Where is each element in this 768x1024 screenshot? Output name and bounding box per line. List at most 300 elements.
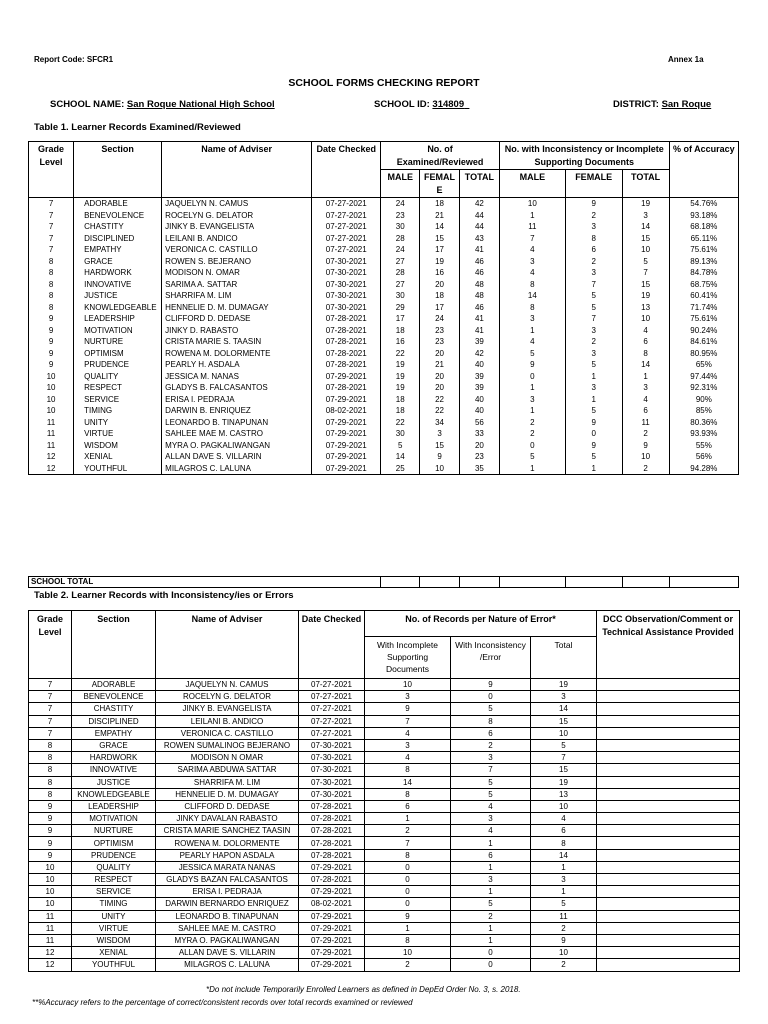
cell-incomplete: 8	[365, 788, 451, 800]
cell-male-inc: 5	[499, 451, 565, 463]
cell-adviser: GLADYS BAZAN FALCASANTOS	[156, 874, 299, 886]
cell-date: 07-28-2021	[312, 313, 381, 325]
cell-section: BENEVOLENCE	[72, 691, 156, 703]
cell-female: 24	[420, 313, 460, 325]
cell-total: 3	[531, 874, 597, 886]
cell-male-inc: 3	[499, 394, 565, 406]
cell-total-inc: 3	[622, 210, 669, 222]
cell-female: 20	[420, 382, 460, 394]
table-row	[29, 922, 740, 934]
cell-date: 07-30-2021	[312, 290, 381, 302]
cell-adviser: ROCELYN G. DELATOR	[162, 210, 312, 222]
cell-male: 18	[381, 394, 420, 406]
table-row	[29, 825, 740, 837]
cell-grade: 8	[29, 776, 72, 788]
cell-grade: 7	[29, 221, 74, 233]
cell-female: 21	[420, 359, 460, 371]
table-row	[29, 788, 740, 800]
cell-female-inc: 5	[565, 290, 622, 302]
cell-male-inc: 4	[499, 244, 565, 256]
cell-total: 14	[531, 849, 597, 861]
cell-female-inc: 5	[565, 302, 622, 314]
cell-section: YOUTHFUL	[72, 959, 156, 971]
cell-male-inc: 4	[499, 336, 565, 348]
cell-total: 46	[459, 256, 499, 268]
cell-section: DISCIPLINED	[72, 715, 156, 727]
cell-section: PRUDENCE	[74, 359, 162, 371]
cell-grade: 7	[29, 198, 74, 210]
table-row	[29, 739, 740, 751]
cell-date: 07-27-2021	[299, 727, 365, 739]
cell-accuracy: 92.31%	[669, 382, 738, 394]
cell-grade: 9	[29, 313, 74, 325]
cell-section: RESPECT	[72, 874, 156, 886]
table-row	[29, 313, 739, 325]
cell-accuracy: 68.75%	[669, 279, 738, 291]
cell-total-inc: 13	[622, 302, 669, 314]
cell-female: 15	[420, 233, 460, 245]
cell-accuracy: 94.28%	[669, 463, 738, 475]
table-row	[29, 752, 740, 764]
cell-female-inc: 6	[565, 244, 622, 256]
cell-accuracy: 56%	[669, 451, 738, 463]
cell-total: 40	[459, 359, 499, 371]
cell-incomplete: 10	[365, 679, 451, 691]
cell-female-inc: 8	[565, 233, 622, 245]
cell-adviser: JESSICA MARATA NANAS	[156, 861, 299, 873]
table-row	[29, 221, 739, 233]
cell-total-inc: 5	[622, 256, 669, 268]
cell-accuracy: 68.18%	[669, 221, 738, 233]
cell-female-inc: 7	[565, 279, 622, 291]
table-row	[29, 290, 739, 302]
cell-inconsistency: 5	[451, 703, 531, 715]
cell-inconsistency: 3	[451, 813, 531, 825]
cell-female: 34	[420, 417, 460, 429]
cell-incomplete: 9	[365, 703, 451, 715]
cell-section: QUALITY	[74, 371, 162, 383]
table-row	[29, 210, 739, 222]
th-grade-level: Grade Level	[29, 142, 74, 198]
cell-date: 08-02-2021	[312, 405, 381, 417]
cell-total-inc: 8	[622, 348, 669, 360]
cell-accuracy: 90%	[669, 394, 738, 406]
cell-female: 21	[420, 210, 460, 222]
cell-inconsistency: 3	[451, 874, 531, 886]
cell-dcc	[597, 752, 740, 764]
school-total-table	[28, 576, 739, 588]
cell-inconsistency: 3	[451, 752, 531, 764]
table-row	[29, 959, 740, 971]
cell-grade: 11	[29, 934, 72, 946]
cell-male: 28	[381, 267, 420, 279]
cell-section: NURTURE	[74, 336, 162, 348]
cell-adviser: JAQUELYN N. CAMUS	[162, 198, 312, 210]
cell-section: XENIAL	[74, 451, 162, 463]
cell-total-inc: 7	[622, 267, 669, 279]
cell-male: 19	[381, 382, 420, 394]
table-row	[29, 359, 739, 371]
cell-inconsistency: 0	[451, 691, 531, 703]
cell-total: 10	[531, 727, 597, 739]
cell-adviser: CRISTA MARIE S. TAASIN	[162, 336, 312, 348]
cell-date: 07-29-2021	[299, 886, 365, 898]
cell-total: 1	[531, 861, 597, 873]
cell-female-inc: 2	[565, 210, 622, 222]
cell-date: 07-29-2021	[312, 463, 381, 475]
cell-section: SERVICE	[74, 394, 162, 406]
annex-label: Annex 1a	[668, 55, 704, 64]
table1-caption: Table 1. Learner Records Examined/Reviewed	[34, 122, 241, 133]
table-row	[29, 348, 739, 360]
cell-inconsistency: 0	[451, 959, 531, 971]
cell-female-inc: 9	[565, 440, 622, 452]
th-male: MALE	[381, 170, 420, 198]
cell-section: LEADERSHIP	[72, 800, 156, 812]
cell-adviser: PEARLY HAPON ASDALA	[156, 849, 299, 861]
cell-inconsistency: 2	[451, 739, 531, 751]
cell-female: 20	[420, 279, 460, 291]
cell-adviser: JINKY DAVALAN RABASTO	[156, 813, 299, 825]
th-inconsistent: No. with Inconsistency or Incomplete Supporting Documents	[499, 142, 669, 170]
table-row	[29, 256, 739, 268]
cell-section: GRACE	[74, 256, 162, 268]
cell-female-inc: 1	[565, 394, 622, 406]
cell-grade: 10	[29, 898, 72, 910]
cell-total: 1	[531, 886, 597, 898]
cell-inconsistency: 1	[451, 861, 531, 873]
cell-female: 14	[420, 221, 460, 233]
cell-section: INNOVATIVE	[72, 764, 156, 776]
table-row	[29, 886, 740, 898]
cell-incomplete: 2	[365, 825, 451, 837]
cell-male: 22	[381, 348, 420, 360]
table-row	[29, 451, 739, 463]
table-row	[29, 336, 739, 348]
cell-total: 15	[531, 764, 597, 776]
cell-date: 07-30-2021	[299, 752, 365, 764]
cell-accuracy: 71.74%	[669, 302, 738, 314]
cell-grade: 10	[29, 382, 74, 394]
cell-section: TIMING	[74, 405, 162, 417]
cell-incomplete: 10	[365, 947, 451, 959]
cell-male-inc: 8	[499, 279, 565, 291]
cell-date: 07-28-2021	[299, 874, 365, 886]
cell-grade: 12	[29, 959, 72, 971]
cell-grade: 11	[29, 922, 72, 934]
cell-grade: 11	[29, 417, 74, 429]
school-name-label: SCHOOL NAME:	[50, 99, 125, 110]
cell-date: 07-27-2021	[312, 244, 381, 256]
cell-grade: 9	[29, 825, 72, 837]
cell-dcc	[597, 849, 740, 861]
cell-section: XENIAL	[72, 947, 156, 959]
cell-incomplete: 8	[365, 934, 451, 946]
cell-female: 20	[420, 348, 460, 360]
cell-female: 3	[420, 428, 460, 440]
table-row	[29, 417, 739, 429]
cell-adviser: HENNELIE D. M. DUMAGAY	[162, 302, 312, 314]
cell-accuracy: 75.61%	[669, 244, 738, 256]
cell-dcc	[597, 898, 740, 910]
table-row	[29, 861, 740, 873]
cell-date: 07-29-2021	[312, 371, 381, 383]
cell-total-inc: 2	[622, 428, 669, 440]
cell-accuracy: 89.13%	[669, 256, 738, 268]
cell-incomplete: 1	[365, 922, 451, 934]
table2-caption: Table 2. Learner Records with Inconsistency/ies or Errors	[34, 590, 294, 601]
cell-date: 07-27-2021	[312, 210, 381, 222]
cell-section: SERVICE	[72, 886, 156, 898]
cell-grade: 7	[29, 244, 74, 256]
cell-accuracy: 93.93%	[669, 428, 738, 440]
cell-female-inc: 5	[565, 405, 622, 417]
cell-dcc	[597, 788, 740, 800]
cell-dcc	[597, 739, 740, 751]
cell-grade: 9	[29, 813, 72, 825]
cell-incomplete: 7	[365, 715, 451, 727]
cell-adviser: PEARLY H. ASDALA	[162, 359, 312, 371]
cell-male-inc: 1	[499, 325, 565, 337]
cell-grade: 11	[29, 910, 72, 922]
cell-male: 24	[381, 198, 420, 210]
cell-grade: 12	[29, 463, 74, 475]
total-cell	[565, 577, 622, 588]
cell-female: 16	[420, 267, 460, 279]
cell-accuracy: 93.18%	[669, 210, 738, 222]
cell-inconsistency: 5	[451, 776, 531, 788]
cell-incomplete: 3	[365, 739, 451, 751]
table-row	[29, 394, 739, 406]
cell-date: 07-30-2021	[312, 279, 381, 291]
cell-grade: 8	[29, 279, 74, 291]
cell-male: 28	[381, 233, 420, 245]
cell-female-inc: 1	[565, 463, 622, 475]
cell-grade: 7	[29, 703, 72, 715]
cell-accuracy: 75.61%	[669, 313, 738, 325]
cell-male-inc: 1	[499, 382, 565, 394]
cell-date: 07-28-2021	[299, 800, 365, 812]
cell-female: 23	[420, 336, 460, 348]
cell-male: 18	[381, 325, 420, 337]
cell-total-inc: 9	[622, 440, 669, 452]
cell-adviser: HENNELIE D. M. DUMAGAY	[156, 788, 299, 800]
table-row	[29, 837, 740, 849]
school-total-label: SCHOOL TOTAL	[29, 577, 381, 588]
district-row	[613, 99, 711, 110]
total-cell	[420, 577, 460, 588]
cell-total: 44	[459, 210, 499, 222]
cell-section: PRUDENCE	[72, 849, 156, 861]
cell-male-inc: 5	[499, 348, 565, 360]
cell-grade: 7	[29, 210, 74, 222]
cell-grade: 8	[29, 256, 74, 268]
cell-total: 8	[531, 837, 597, 849]
cell-section: WISDOM	[74, 440, 162, 452]
cell-total: 2	[531, 959, 597, 971]
th2-section: Section	[72, 611, 156, 679]
cell-adviser: LEILANI B. ANDICO	[156, 715, 299, 727]
cell-female: 17	[420, 244, 460, 256]
error-records-table	[28, 610, 740, 972]
cell-male: 25	[381, 463, 420, 475]
cell-inconsistency: 0	[451, 947, 531, 959]
cell-female: 23	[420, 325, 460, 337]
cell-inconsistency: 5	[451, 898, 531, 910]
cell-adviser: GLADYS B. FALCASANTOS	[162, 382, 312, 394]
cell-section: RESPECT	[74, 382, 162, 394]
cell-grade: 10	[29, 371, 74, 383]
cell-adviser: DARWIN BERNARDO ENRIQUEZ	[156, 898, 299, 910]
th-total: TOTAL	[459, 170, 499, 198]
cell-adviser: SAHLEE MAE M. CASTRO	[162, 428, 312, 440]
cell-male-inc: 8	[499, 302, 565, 314]
cell-date: 07-28-2021	[312, 325, 381, 337]
th2-inconsistency: With Inconsistency /Error	[451, 637, 531, 679]
cell-grade: 8	[29, 290, 74, 302]
cell-section: ADORABLE	[74, 198, 162, 210]
cell-section: MOTIVATION	[72, 813, 156, 825]
cell-male: 29	[381, 302, 420, 314]
cell-date: 07-27-2021	[299, 715, 365, 727]
cell-date: 07-28-2021	[312, 348, 381, 360]
cell-adviser: SHARRIFA M. LIM	[156, 776, 299, 788]
table-row	[29, 800, 740, 812]
cell-grade: 8	[29, 752, 72, 764]
table-row	[29, 198, 739, 210]
cell-section: JUSTICE	[74, 290, 162, 302]
cell-date: 07-30-2021	[299, 788, 365, 800]
cell-total: 39	[459, 382, 499, 394]
cell-female-inc: 3	[565, 325, 622, 337]
cell-date: 07-27-2021	[312, 221, 381, 233]
cell-grade: 8	[29, 739, 72, 751]
cell-total: 46	[459, 302, 499, 314]
footnote-1: *Do not include Temporarily Enrolled Learners as defined in DepEd Order No. 3, s. 2018.	[206, 985, 521, 994]
cell-male: 18	[381, 405, 420, 417]
cell-accuracy: 90.24%	[669, 325, 738, 337]
cell-adviser: ROWEN S. BEJERANO	[162, 256, 312, 268]
cell-total-inc: 11	[622, 417, 669, 429]
cell-total: 10	[531, 800, 597, 812]
table-row	[29, 703, 740, 715]
table-row	[29, 371, 739, 383]
cell-male-inc: 1	[499, 405, 565, 417]
cell-section: HARDWORK	[74, 267, 162, 279]
cell-adviser: MODISON N. OMAR	[162, 267, 312, 279]
cell-grade: 8	[29, 764, 72, 776]
cell-male-inc: 11	[499, 221, 565, 233]
cell-total-inc: 4	[622, 394, 669, 406]
cell-total-inc: 15	[622, 233, 669, 245]
cell-adviser: JAQUELYN N. CAMUS	[156, 679, 299, 691]
table-row	[29, 382, 739, 394]
cell-total: 14	[531, 703, 597, 715]
cell-total: 42	[459, 348, 499, 360]
table-row	[29, 325, 739, 337]
cell-male: 24	[381, 244, 420, 256]
cell-total-inc: 3	[622, 382, 669, 394]
cell-section: INNOVATIVE	[74, 279, 162, 291]
cell-date: 07-27-2021	[299, 691, 365, 703]
cell-inconsistency: 6	[451, 727, 531, 739]
cell-section: OPTIMISM	[74, 348, 162, 360]
cell-section: BENEVOLENCE	[74, 210, 162, 222]
cell-total-inc: 4	[622, 325, 669, 337]
cell-total: 35	[459, 463, 499, 475]
cell-inconsistency: 1	[451, 886, 531, 898]
cell-inconsistency: 1	[451, 934, 531, 946]
th-section: Section	[74, 142, 162, 198]
cell-accuracy: 65.11%	[669, 233, 738, 245]
cell-date: 07-27-2021	[312, 198, 381, 210]
cell-date: 07-29-2021	[299, 934, 365, 946]
cell-dcc	[597, 825, 740, 837]
cell-dcc	[597, 691, 740, 703]
cell-dcc	[597, 934, 740, 946]
cell-date: 07-28-2021	[299, 825, 365, 837]
cell-female-inc: 2	[565, 256, 622, 268]
cell-dcc	[597, 703, 740, 715]
cell-grade: 7	[29, 727, 72, 739]
cell-section: EMPATHY	[74, 244, 162, 256]
cell-grade: 7	[29, 233, 74, 245]
cell-total: 4	[531, 813, 597, 825]
cell-date: 07-27-2021	[312, 233, 381, 245]
cell-male: 16	[381, 336, 420, 348]
cell-incomplete: 4	[365, 752, 451, 764]
cell-total-inc: 2	[622, 463, 669, 475]
cell-total-inc: 6	[622, 336, 669, 348]
school-id-value: 314809	[432, 99, 465, 110]
cell-adviser: LEILANI B. ANDICO	[162, 233, 312, 245]
cell-total: 40	[459, 405, 499, 417]
page-title: SCHOOL FORMS CHECKING REPORT	[288, 77, 480, 89]
cell-section: JUSTICE	[72, 776, 156, 788]
cell-section: MOTIVATION	[74, 325, 162, 337]
cell-grade: 9	[29, 359, 74, 371]
cell-section: DISCIPLINED	[74, 233, 162, 245]
cell-adviser: ALLAN DAVE S. VILLARIN	[156, 947, 299, 959]
cell-adviser: MYRA O. PAGKALIWANGAN	[162, 440, 312, 452]
cell-total: 19	[531, 776, 597, 788]
cell-date: 07-29-2021	[312, 394, 381, 406]
cell-adviser: CRISTA MARIE SANCHEZ TAASIN	[156, 825, 299, 837]
cell-female: 22	[420, 394, 460, 406]
cell-female: 15	[420, 440, 460, 452]
table-row	[29, 691, 740, 703]
cell-incomplete: 6	[365, 800, 451, 812]
cell-total-inc: 10	[622, 244, 669, 256]
cell-adviser: JESSICA M. NANAS	[162, 371, 312, 383]
cell-total-inc: 15	[622, 279, 669, 291]
cell-total: 7	[531, 752, 597, 764]
cell-adviser: ROWEN SUMALINOG BEJERANO	[156, 739, 299, 751]
cell-dcc	[597, 715, 740, 727]
cell-total: 48	[459, 290, 499, 302]
total-cell	[622, 577, 669, 588]
cell-male: 22	[381, 417, 420, 429]
cell-total: 33	[459, 428, 499, 440]
cell-adviser: DARWIN B. ENRIQUEZ	[162, 405, 312, 417]
cell-female: 20	[420, 371, 460, 383]
cell-male: 30	[381, 290, 420, 302]
cell-adviser: MILAGROS C. LALUNA	[156, 959, 299, 971]
table-row	[29, 679, 740, 691]
cell-date: 07-28-2021	[312, 359, 381, 371]
cell-male-inc: 2	[499, 428, 565, 440]
cell-section: VIRTUE	[74, 428, 162, 440]
